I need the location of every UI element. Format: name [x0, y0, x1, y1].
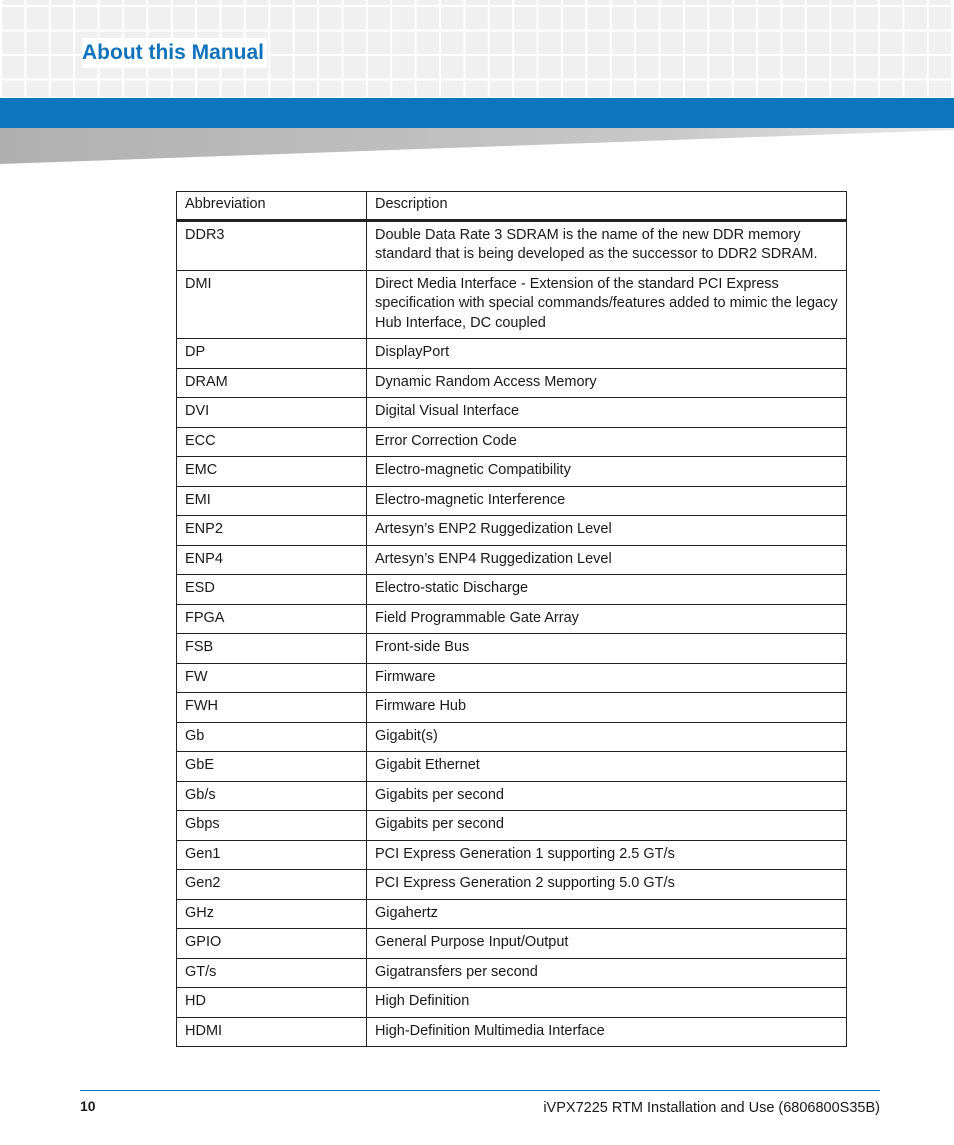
abbreviation-cell: DRAM: [177, 368, 367, 398]
abbreviation-cell: Gen2: [177, 870, 367, 900]
abbreviation-cell: ESD: [177, 575, 367, 605]
description-cell: PCI Express Generation 2 supporting 5.0 GT/s: [367, 870, 847, 900]
footer-divider: [80, 1090, 880, 1091]
table-row: [177, 899, 847, 929]
table-row: [177, 1017, 847, 1047]
table-row: [177, 575, 847, 605]
description-cell: Gigatransfers per second: [367, 958, 847, 988]
abbreviation-cell: Gb/s: [177, 781, 367, 811]
abbreviation-table: [176, 191, 847, 1047]
table-row: [177, 870, 847, 900]
description-cell: Firmware: [367, 663, 847, 693]
column-header-abbreviation: Abbreviation: [177, 192, 367, 221]
abbreviation-cell: DMI: [177, 270, 367, 339]
abbreviation-cell: FW: [177, 663, 367, 693]
abbreviation-cell: Gbps: [177, 811, 367, 841]
description-cell: Gigabit(s): [367, 722, 847, 752]
description-cell: Dynamic Random Access Memory: [367, 368, 847, 398]
abbreviation-cell: DVI: [177, 398, 367, 428]
abbreviation-cell: GT/s: [177, 958, 367, 988]
description-cell: Electro-magnetic Compatibility: [367, 457, 847, 487]
table-row: [177, 988, 847, 1018]
abbreviation-cell: GbE: [177, 752, 367, 782]
abbreviation-cell: ENP2: [177, 516, 367, 546]
description-cell: Electro-static Discharge: [367, 575, 847, 605]
header-gray-band: [0, 128, 954, 164]
table-row: [177, 781, 847, 811]
description-cell: Firmware Hub: [367, 693, 847, 723]
description-cell: High-Definition Multimedia Interface: [367, 1017, 847, 1047]
abbreviation-cell: FPGA: [177, 604, 367, 634]
table-row: [177, 398, 847, 428]
table-row: [177, 634, 847, 664]
table-row: [177, 958, 847, 988]
abbreviation-cell: DP: [177, 339, 367, 369]
table-row: [177, 604, 847, 634]
abbreviation-cell: HDMI: [177, 1017, 367, 1047]
table-header-row: [177, 192, 847, 221]
description-cell: PCI Express Generation 1 supporting 2.5 GT/s: [367, 840, 847, 870]
table-row: [177, 840, 847, 870]
page-number: 10: [80, 1098, 96, 1114]
table-row: [177, 663, 847, 693]
page-title: About this Manual: [82, 38, 267, 68]
description-cell: High Definition: [367, 988, 847, 1018]
description-cell: Error Correction Code: [367, 427, 847, 457]
description-cell: Field Programmable Gate Array: [367, 604, 847, 634]
description-cell: General Purpose Input/Output: [367, 929, 847, 959]
document-title: iVPX7225 RTM Installation and Use (6806800S35B): [543, 1100, 880, 1116]
description-cell: Gigabits per second: [367, 781, 847, 811]
table-row: [177, 545, 847, 575]
description-cell: DisplayPort: [367, 339, 847, 369]
header-blue-bar: [0, 98, 954, 128]
table-row: [177, 339, 847, 369]
abbreviation-cell: DDR3: [177, 220, 367, 270]
abbreviation-cell: Gb: [177, 722, 367, 752]
abbreviation-cell: Gen1: [177, 840, 367, 870]
table-row: [177, 220, 847, 270]
table-row: [177, 693, 847, 723]
table-row: [177, 722, 847, 752]
abbreviation-cell: EMI: [177, 486, 367, 516]
description-cell: Front-side Bus: [367, 634, 847, 664]
table-row: [177, 811, 847, 841]
table-row: [177, 929, 847, 959]
abbreviation-cell: GHz: [177, 899, 367, 929]
table-row: [177, 457, 847, 487]
table-row: [177, 427, 847, 457]
abbreviation-cell: EMC: [177, 457, 367, 487]
table-row: [177, 516, 847, 546]
abbreviation-cell: ECC: [177, 427, 367, 457]
abbreviation-cell: FSB: [177, 634, 367, 664]
description-cell: Direct Media Interface - Extension of the standard PCI Express specification with special commands/features added to mimic the legacy Hub Interface, DC coupled: [367, 270, 847, 339]
table-row: [177, 752, 847, 782]
description-cell: Artesyn’s ENP2 Ruggedization Level: [367, 516, 847, 546]
description-cell: Artesyn’s ENP4 Ruggedization Level: [367, 545, 847, 575]
abbreviation-cell: ENP4: [177, 545, 367, 575]
description-cell: Double Data Rate 3 SDRAM is the name of the new DDR memory standard that is being developed as the successor to DDR2 SDRAM.: [367, 220, 847, 270]
table-row: [177, 368, 847, 398]
description-cell: Digital Visual Interface: [367, 398, 847, 428]
abbreviation-cell: HD: [177, 988, 367, 1018]
abbreviation-cell: GPIO: [177, 929, 367, 959]
description-cell: Gigabits per second: [367, 811, 847, 841]
abbreviation-cell: FWH: [177, 693, 367, 723]
description-cell: Gigabit Ethernet: [367, 752, 847, 782]
table-row: [177, 270, 847, 339]
column-header-description: Description: [367, 192, 847, 221]
description-cell: Gigahertz: [367, 899, 847, 929]
description-cell: Electro-magnetic Interference: [367, 486, 847, 516]
table-row: [177, 486, 847, 516]
